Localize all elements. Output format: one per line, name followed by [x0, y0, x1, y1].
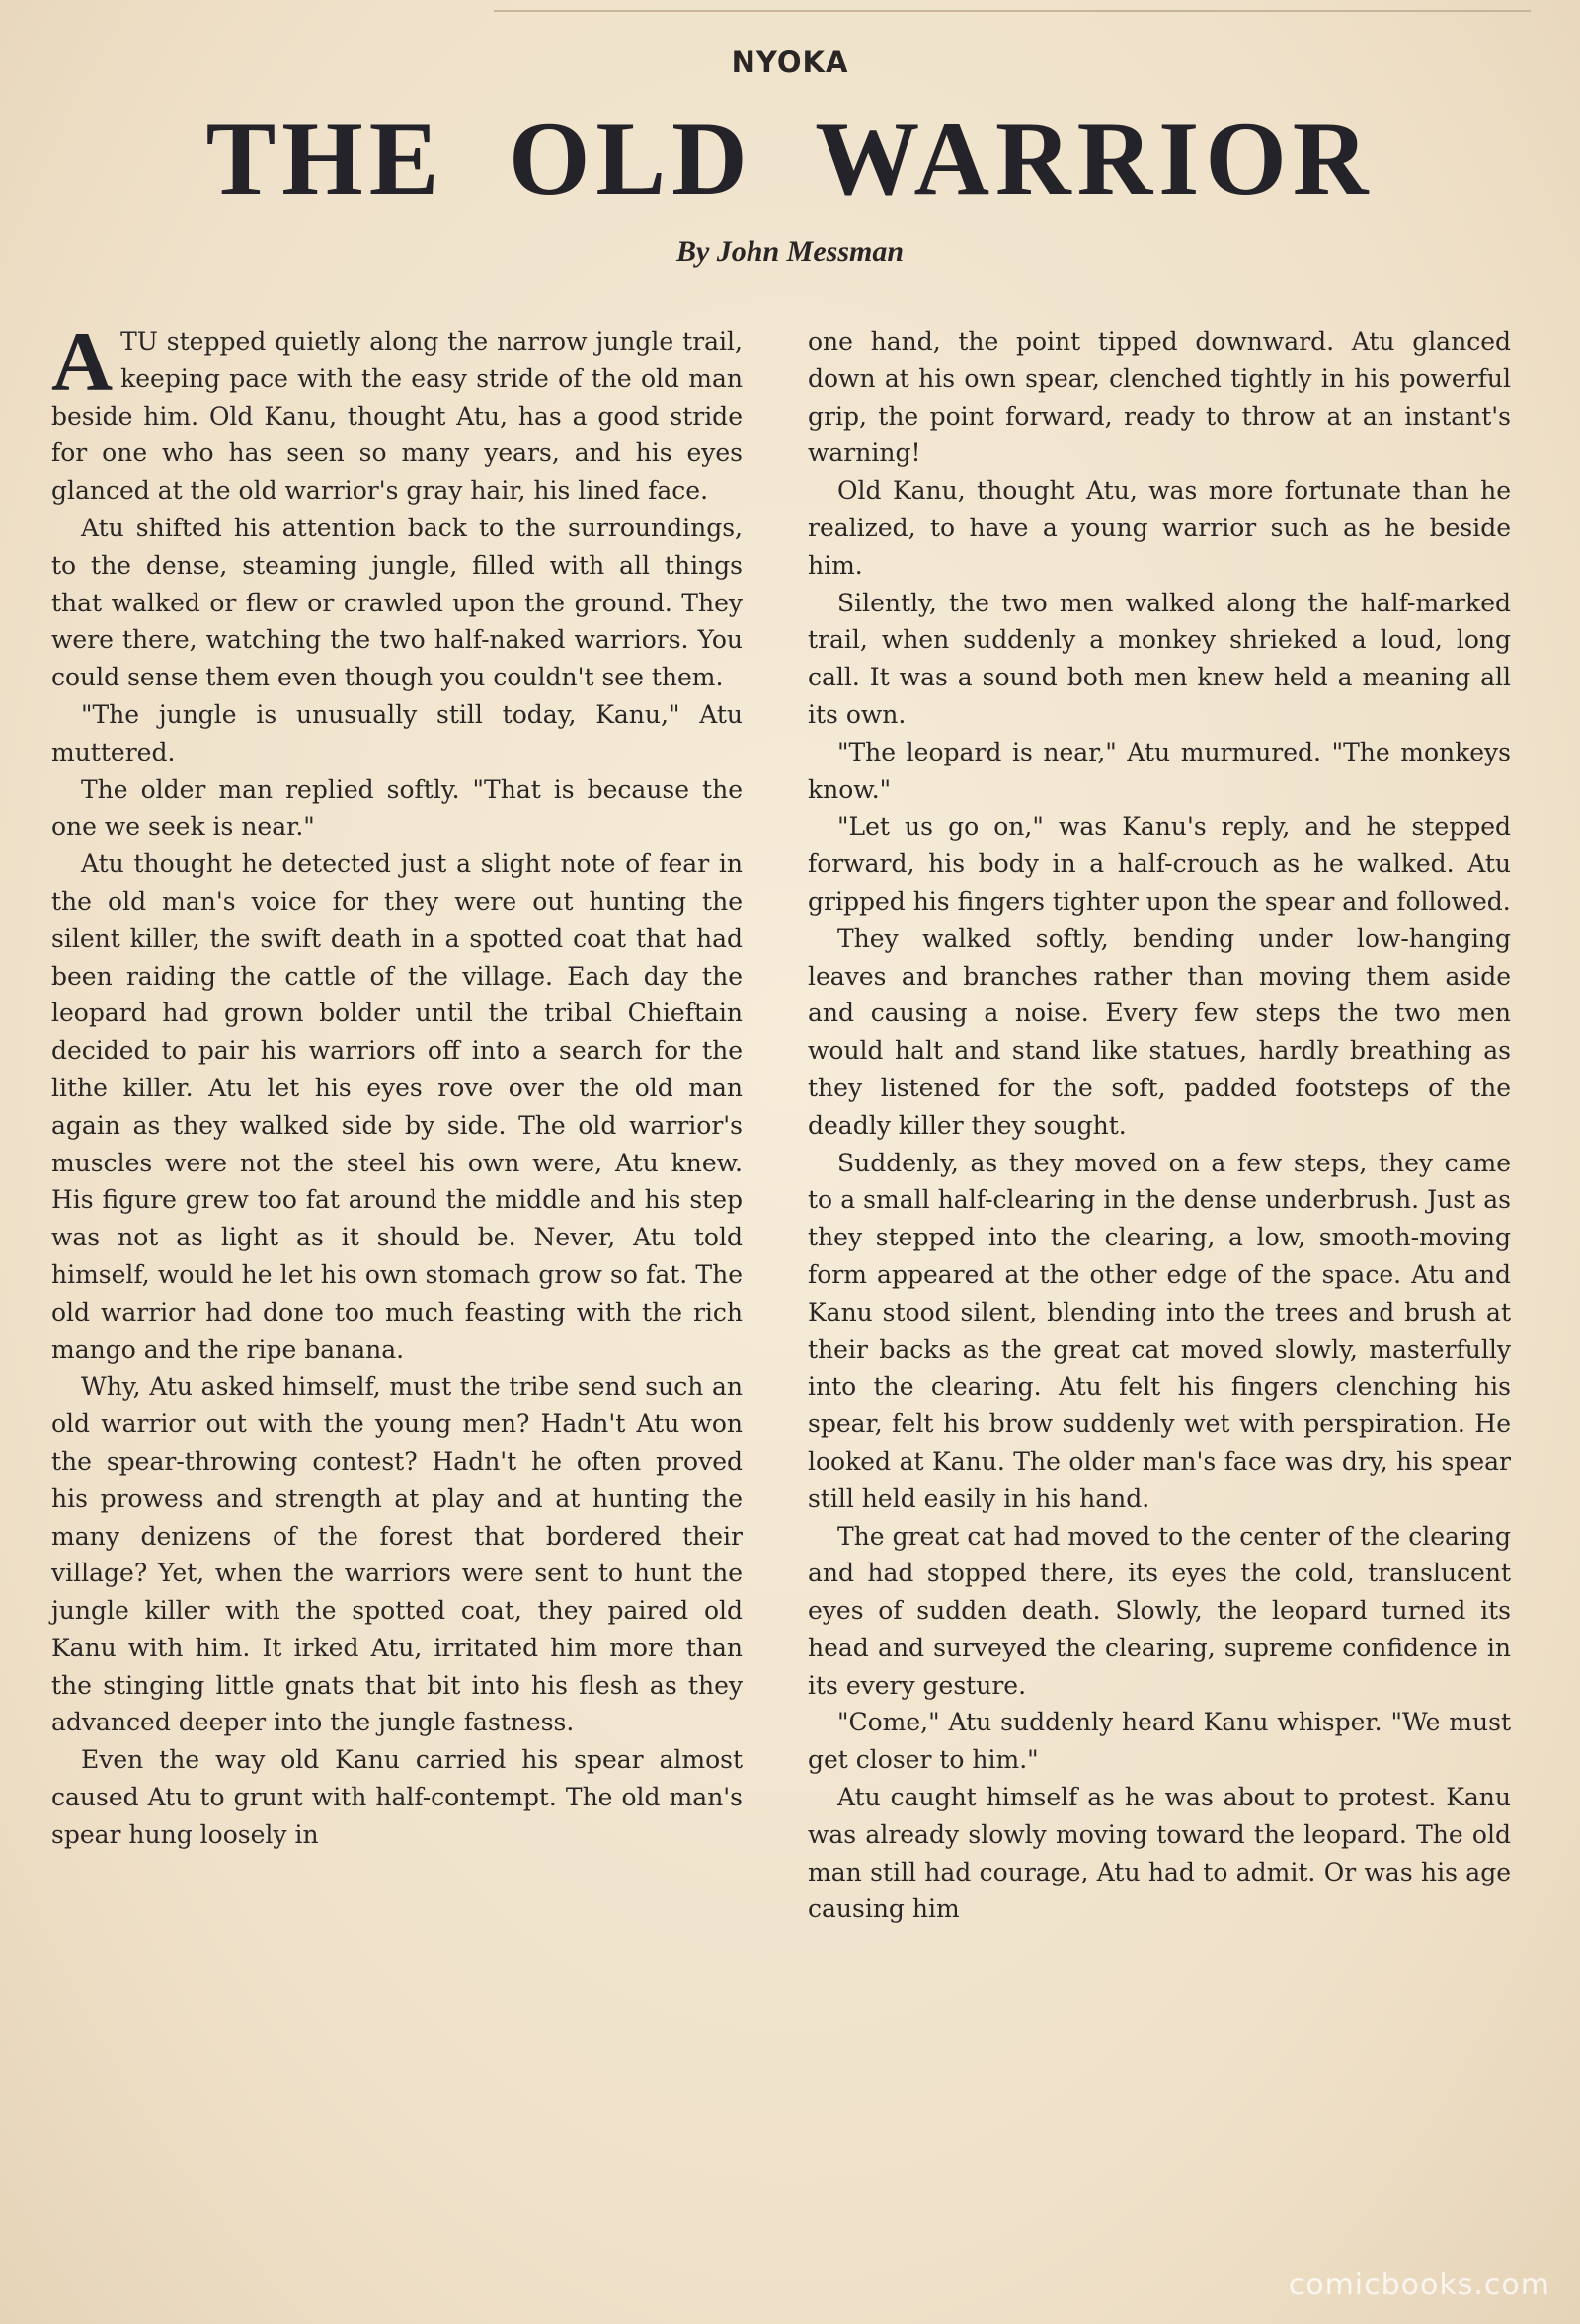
paragraph: "Let us go on," was Kanu's reply, and he stepped forward, his body in a half-crouch as he walked. Atu gripped his fingers tighter upon the spear and followed. [808, 812, 1511, 916]
paragraph: Atu thought he detected just a slight note of fear in the old man's voice for they were out hunting the silent killer, the swift death in a spotted coat that had been raiding the cattle of the village. Each day the leopard had grown bolder until the tribal Chieftain decided to pair his warriors off into a search for the lithe killer. Atu let his eyes rove over the old man again as they walked side by side. The old warrior's muscles were not the steel his own were, Atu knew. His figure grew too fat around the middle and his step was not as light as it should be. Never, Atu told himself, would he let his own stomach grow so fat. The old warrior had done too much feasting with the rich mango and the ripe banana. [51, 849, 743, 1364]
paragraph: "The leopard is near," Atu murmured. "The monkeys know." [808, 737, 1511, 804]
paragraph: Atu shifted his attention back to the surroundings, to the dense, steaming jungle, filled with all things that walked or flew or crawled upon the ground. They were there, watching the two half-naked warriors. You could sense them even though you couldn't see them. [51, 513, 743, 692]
paragraph: The older man replied softly. "That is because the one we seek is near." [51, 774, 743, 841]
magazine-header: NYOKA [731, 45, 849, 79]
watermark: comicbooks.com [1288, 2268, 1550, 2302]
paragraph [51, 314, 743, 510]
top-rule [494, 10, 1531, 12]
drop-cap: A [51, 314, 114, 409]
paragraph: Suddenly, as they moved on a few steps, they came to a small half-clearing in the dense underbrush. Just as they stepped into the clearing, a low, smooth-moving form appeared at the other edge of the space. Atu and Kanu stood silent, blending into the trees and brush at their backs as the great cat moved slowly, masterfully into the clearing. Atu felt his fingers clenching his spear, felt his brow suddenly wet with perspiration. He looked at Kanu. The older man's face was dry, his spear still held easily in his hand. [808, 1148, 1511, 1513]
paragraph: Atu caught himself as he was about to protest. Kanu was already slowly moving toward the leopard. The old man still had courage, Atu had to admit. Or was his age causing him [808, 1783, 1511, 1924]
paragraph: Even the way old Kanu carried his spear almost caused Atu to grunt with half-contempt. The old man's spear hung loosely in [51, 1745, 743, 1849]
paragraph-text: TU stepped quietly along the narrow jungle trail, keeping pace with the easy stride of the old man beside him. Old Kanu, thought Atu, has a good stride for one who has seen so many years, and his eyes glanced at the old warrior's gray hair, his lined face. [51, 327, 743, 506]
paragraph: The great cat had moved to the center of the clearing and had stopped there, its eyes the cold, translucent eyes of sudden death. Slowly, the leopard turned its head and surveyed the clearing, supreme confidence in its every gesture. [808, 1521, 1511, 1700]
paragraph: "Come," Atu suddenly heard Kanu whisper. "We must get closer to him." [808, 1708, 1511, 1775]
story-byline: By John Messman [675, 235, 905, 268]
text-column-left [51, 314, 743, 1854]
story-title: THE OLD WARRIOR [205, 101, 1375, 216]
paragraph: Why, Atu asked himself, must the tribe send such an old warrior out with the young men? Hadn't Atu won the spear-throwing contest? Hadn't he often proved his prowess and strength at play and at hunting the many denizens of the forest that bordered their village? Yet, when the warriors were sent to hunt the jungle killer with the spotted coat, they paired old Kanu with him. It irked Atu, irritated him more than the stinging little gnats that bit into his flesh as they advanced deeper into the jungle fastness. [51, 1372, 743, 1737]
paragraph: They walked softly, bending under low-hanging leaves and branches rather than moving them aside and causing a noise. Every few steps the two men would halt and stand like statues, hardly breathing as they listened for the soft, padded footsteps of the deadly killer they sought. [808, 923, 1511, 1140]
paragraph: one hand, the point tipped downward. Atu glanced down at his own spear, clenched tightly in his powerful grip, the point forward, ready to throw at an instant's warning! [808, 327, 1511, 468]
paragraph: Silently, the two men walked along the half-marked trail, when suddenly a monkey shrieked a loud, long call. It was a sound both men knew held a meaning all its own. [808, 588, 1511, 729]
paragraph: "The jungle is unusually still today, Kanu," Atu muttered. [51, 699, 743, 766]
text-column-right [808, 323, 1511, 1928]
paragraph: Old Kanu, thought Atu, was more fortunate than he realized, to have a young warrior such as he beside him. [808, 476, 1511, 580]
